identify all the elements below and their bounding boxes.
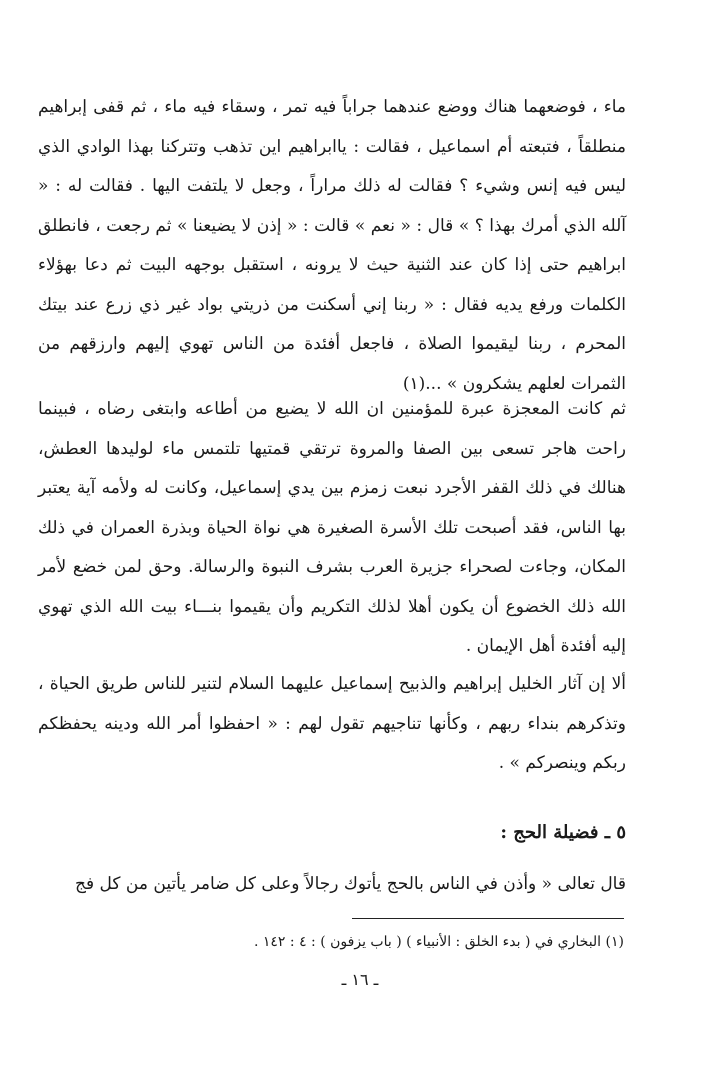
body-paragraph-4 (38, 865, 626, 905)
body-paragraph-1 (38, 88, 626, 404)
paragraph-text: قال تعالى « وأذن في الناس بالحج يأتوك رجالاً وعلى كل ضامر يأتين من كل فج (75, 874, 626, 894)
footnote: (١) البخاري في ( بدء الخلق : الأنبياء ) ( باب يزفون ) : ٤ : ١٤٢ . (253, 934, 624, 950)
footnote-divider (352, 918, 624, 919)
section-heading: ٥ ـ فضيلة الحج : (500, 822, 626, 843)
paragraph-text: ألا إن آثار الخليل إبراهيم والذبيح إسماعيل عليهما السلام لتنير للناس طريق الحياة ، وتذكرهم بنداء ربهم ، وكأنها تناجيهم تقول لهم : « احفظوا أمر الله ودينه يحفظكم ربكم وينصركم » . (38, 674, 626, 773)
body-paragraph-2 (38, 390, 626, 667)
paragraph-text: ثم كانت المعجزة عبرة للمؤمنين ان الله لا يضيع من أطاعه وابتغى رضاه ، فبينما راحت هاجر تسعى بين الصفا والمروة ترتقي قمتيها تلتمس ماء لوليدها العطش، هنالك في ذلك القفر الأجرد نبعت زمزم بين يدي إسماعيل، وكانت له ولأمه آية يعتبر بها الناس، فقد أصبحت تلك الأسرة الصغيرة هي نواة الحياة وبذرة العمران في ذلك المكان، وجاءت لصحراء جزيرة العرب بشرف النبوة والرسالة. وحق لمن خضع لأمر الله ذلك الخضوع أن يكون أهلا لذلك التكريم وأن يقيموا بنـــاء بيت الله الذي تهوي إليه أفئدة أهل الإيمان . (38, 399, 626, 656)
page-number: ـ ١٦ ـ (341, 970, 379, 989)
body-paragraph-3 (38, 665, 626, 784)
paragraph-text: ماء ، فوضعهما هناك ووضع عندهما جراباً فيه تمر ، وسقاء فيه ماء ، ثم قفى إبراهيم منطلقاً ، فتبعته أم اسماعيل ، فقالت : ياابراهيم اين تذهب وتتركنا بهذا الوادي الذي ليس فيه إنس وشيء ؟ فقالت له ذلك مراراً ، وجعل لا يلتفت اليها . فقالت له : « آلله الذي أمرك بهذا ؟ » قال : « نعم » قالت : « إذن لا يضيعنا » ثم رجعت ، فانطلق ابراهيم حتى إذا كان عند الثنية حيث لا يرونه ، استقبل بوجهه البيت ثم دعا بهؤلاء الكلمات ورفع يديه فقال : « ربنا إني أسكنت من ذريتي بواد غير ذي زرع عند بيتك المحرم ، ربنا ليقيموا الصلاة ، فاجعل أفئدة من الناس تهوي إليهم وارزقهم من الثمرات لعلهم يشكرون » ...(١) (38, 97, 626, 394)
